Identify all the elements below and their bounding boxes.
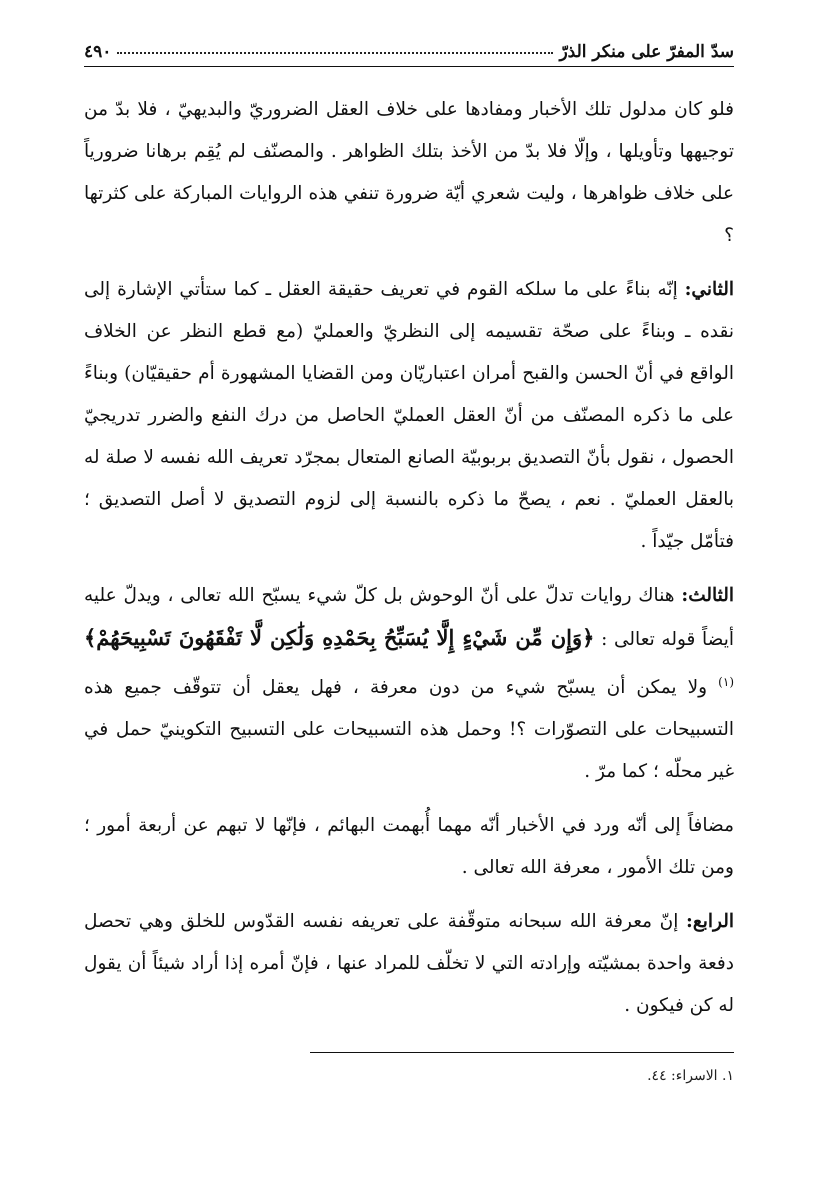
paragraph-fourth bbox=[84, 901, 734, 1027]
paragraph-4 bbox=[84, 805, 734, 889]
paragraph-third-text-a: هناك روايات تدلّ على أنّ الوحوش بل كلّ شيء يسبّح الله تعالى ، ويدلّ عليه أيضاً قوله تعالى : bbox=[84, 585, 735, 650]
point-label-third: الثالث: bbox=[681, 585, 734, 606]
paragraph-second-text: إنّه بناءً على ما سلكه القوم في تعريف حقيقة العقل ـ كما ستأتي الإشارة إلى نقده ـ وبناءً على صحّة تقسيمه إلى النظريّ والعمليّ (مع قطع النظر عن الخلاف الواقع في أنّ الحسن والقبح أمران اعتباريّان ومن القضايا المشهورة أم حقيقيّان) وبناءً على ما ذكره المصنّف من أنّ العقل العمليّ الحاصل من درك النفع والضرر تدريجيّ الحصول ، نقول بأنّ التصديق بربوبيّة الصانع المتعال بمجرّد تعريف الله نفسه لا صلة له بالعقل العمليّ . نعم ، يصحّ ما ذكره بالنسبة إلى لزوم التصديق لا أصل التصديق ؛ فتأمّل جيّداً . bbox=[84, 279, 734, 552]
book-title: سدّ المفرّ على منكر الذرّ bbox=[559, 42, 734, 62]
page-number: ٤٩٠ bbox=[84, 42, 112, 62]
paragraph-4-text: مضافاً إلى أنّه ورد في الأخبار أنّه مهما أُبهمت البهائم ، فإنّها لا تبهم عن أربعة أمور ؛ ومن تلك الأمور ، معرفة الله تعالى . bbox=[84, 815, 734, 879]
point-label-second: الثاني: bbox=[684, 279, 734, 300]
quran-verse: ﴿وَإِن مِّن شَيْءٍ إِلَّا يُسَبِّحُ بِحَمْدِهِ وَلَٰكِن لَّا تَفْقَهُونَ تَسْبِيحَهُمْ﴾ bbox=[84, 625, 595, 650]
header-rule bbox=[84, 66, 734, 67]
paragraph-1-text: فلو كان مدلول تلك الأخبار ومفادها على خلاف العقل الضروريّ والبديهيّ ، فلا بدّ من توجيهها وتأويلها ، وإلّا فلا بدّ من الأخذ بتلك الظواهر . والمصنّف لم يُقِم برهانا ضرورياً على خلاف ظواهرها ، وليت شعري أيّة ضرورة تنفي هذه الروايات المباركة على كثرتها ؟ bbox=[84, 99, 734, 246]
paragraph-second bbox=[84, 269, 734, 563]
footnote-reference[interactable]: (١) bbox=[718, 675, 734, 689]
paragraph-third bbox=[84, 575, 734, 793]
running-header bbox=[84, 24, 734, 62]
body-text bbox=[84, 89, 734, 1027]
footnote-separator bbox=[310, 1052, 734, 1053]
paragraph-third-text-b: ولا يمكن أن يسبّح شيء من دون معرفة ، فهل يعقل أن تتوقّف جميع هذه التسبيحات على التصوّرات ؟! وحمل هذه التسبيحات على التسبيح التكوينيّ حمل في غير محلّه ؛ كما مرّ . bbox=[84, 677, 734, 783]
paragraph-1 bbox=[84, 89, 734, 257]
paragraph-fourth-text: إنّ معرفة الله سبحانه متوقّفة على تعريفه نفسه القدّوس للخلق وهي تحصل دفعة واحدة بمشيّته وإرادته التي لا تخلّف للمراد عنها ، فإنّ أمره إذا أراد شيئاً أن يقول له كن فيكون . bbox=[84, 911, 734, 1017]
book-page bbox=[84, 24, 734, 1164]
footnote-1: ١. الاسراء: ٤٤. bbox=[647, 1068, 734, 1084]
point-label-fourth: الرابع: bbox=[686, 911, 734, 933]
header-dot-leader bbox=[117, 51, 553, 54]
